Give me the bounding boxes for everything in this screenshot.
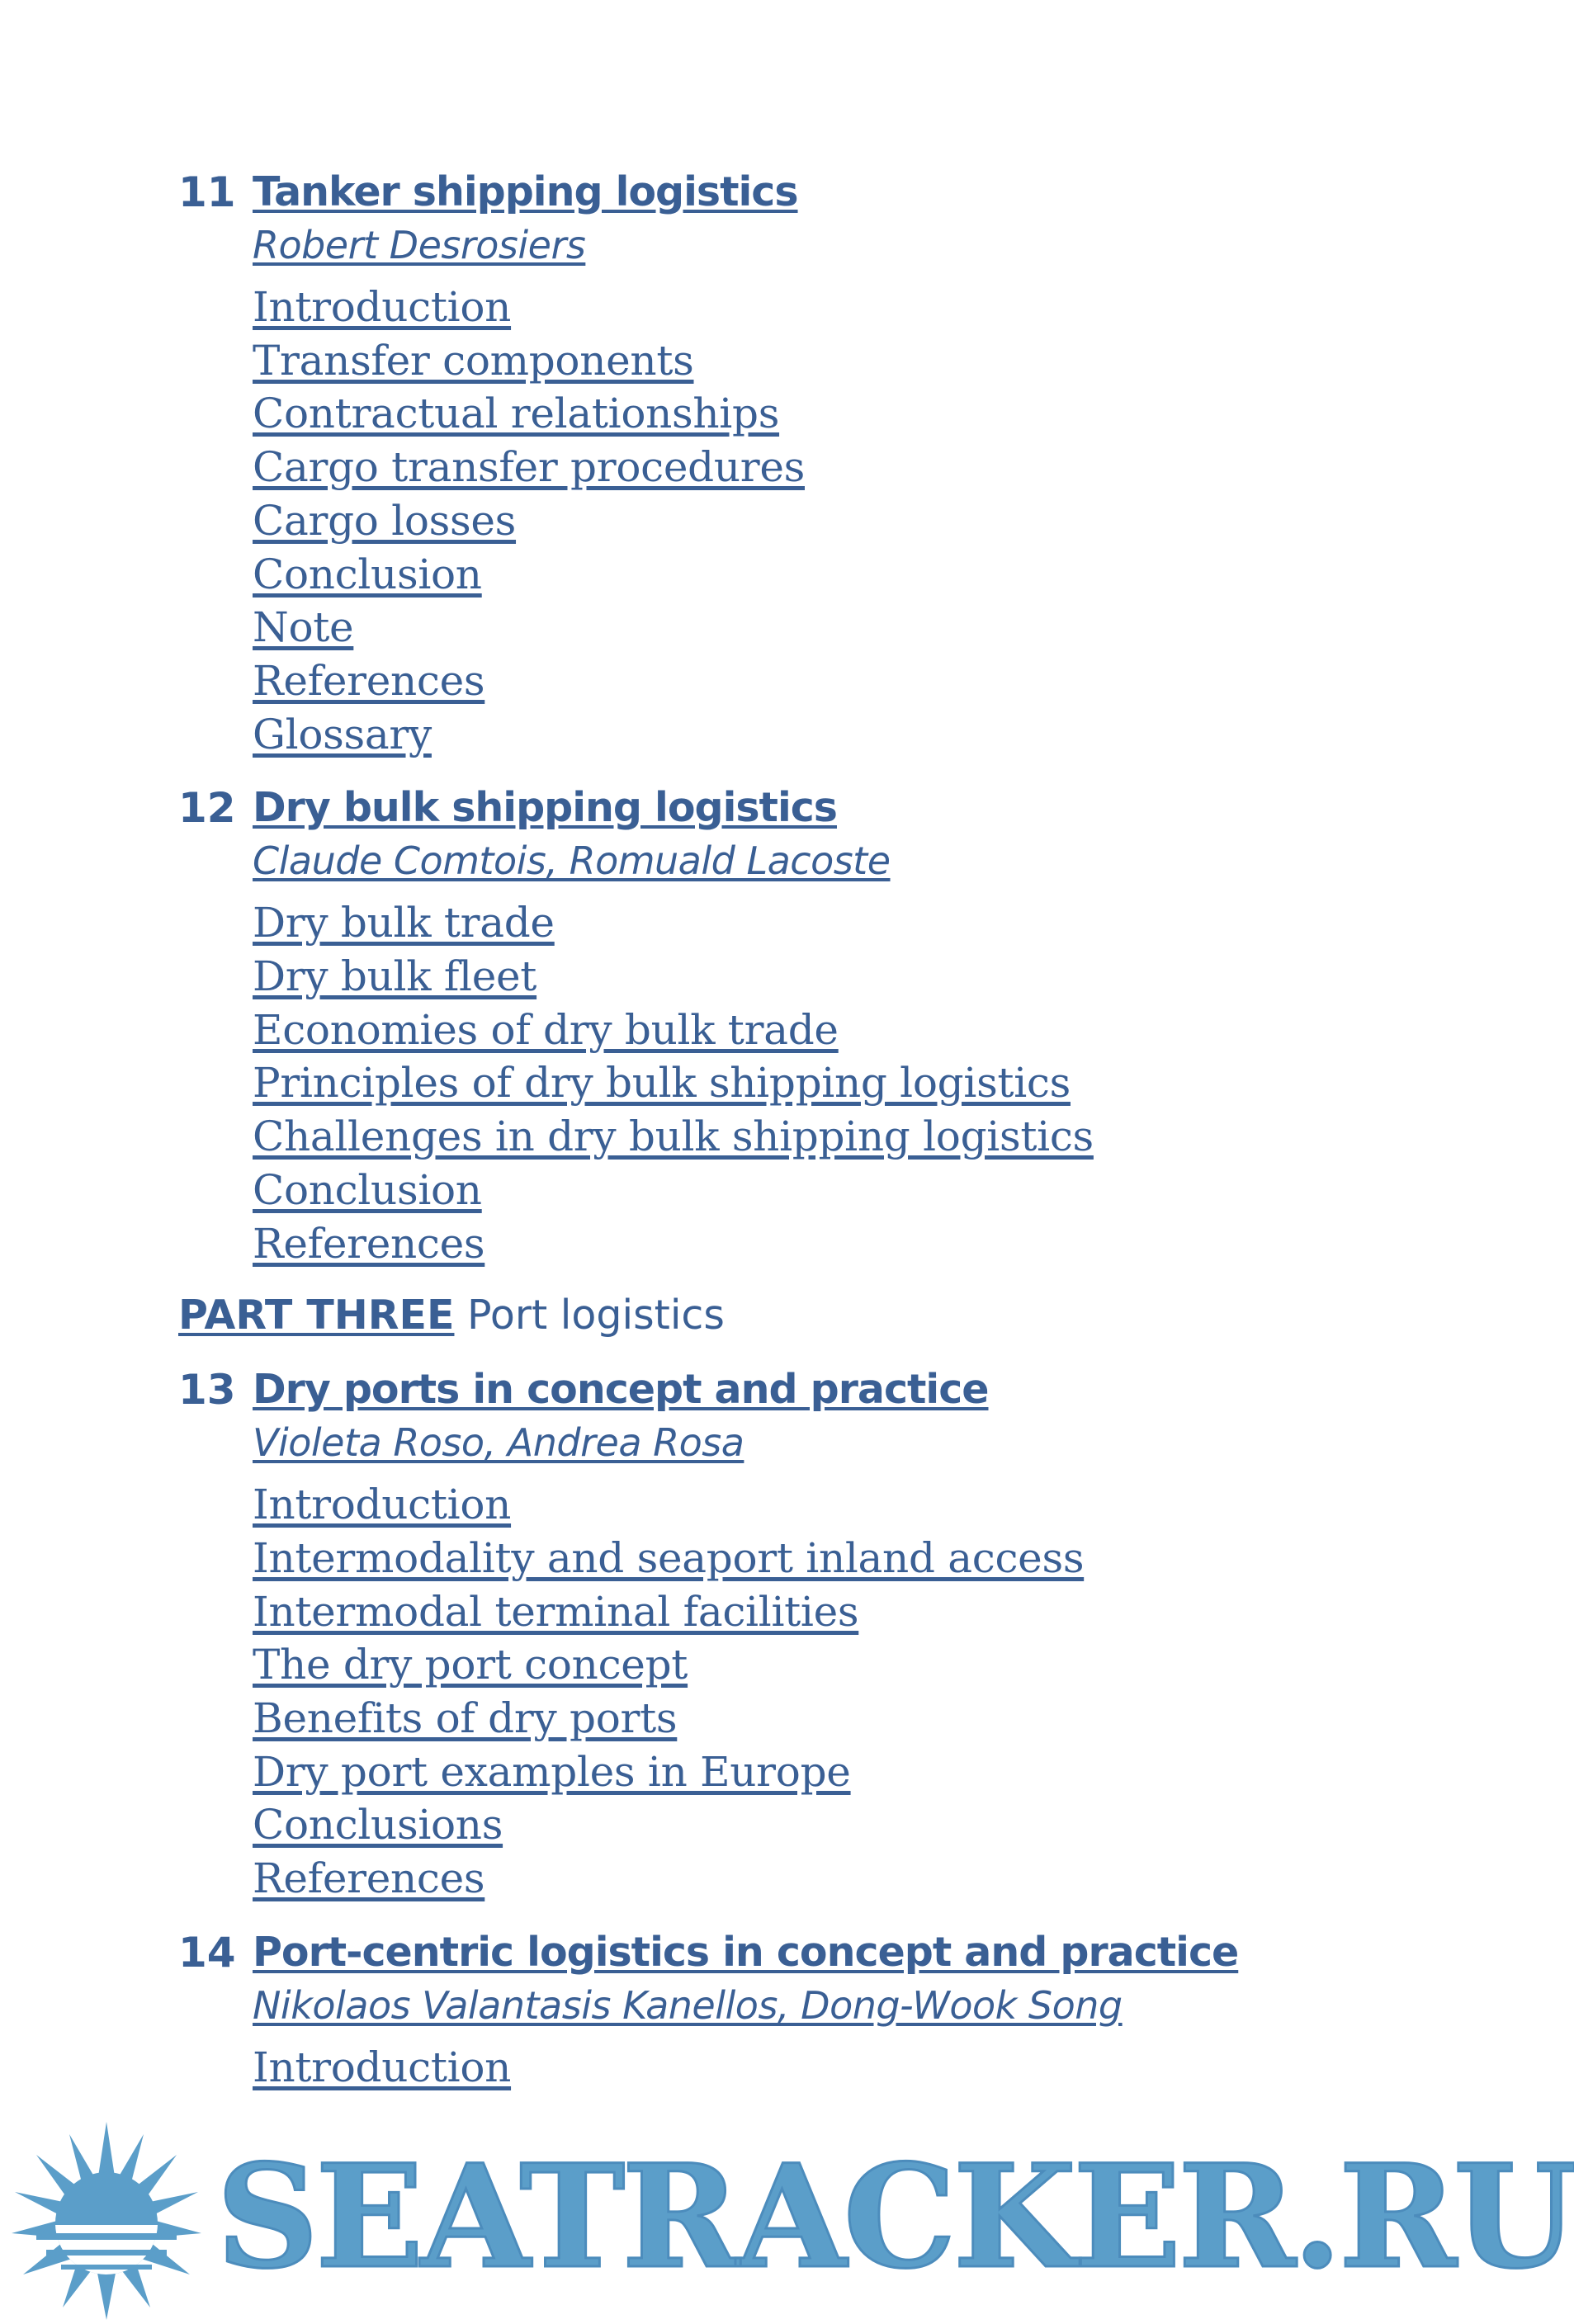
chapter-number: 13 (178, 1366, 236, 1415)
chapter-title-link[interactable]: Dry bulk shipping logistics (253, 784, 837, 832)
section-link[interactable]: References (253, 656, 485, 705)
section-link[interactable]: Benefits of dry ports (253, 1694, 678, 1743)
section-link[interactable]: Challenges in dry bulk shipping logistics (253, 1112, 1094, 1161)
section-link[interactable]: Introduction (253, 283, 512, 331)
chapter-14 (178, 1925, 1367, 2095)
section-link[interactable]: Note (253, 603, 354, 652)
section-link[interactable]: References (253, 1854, 485, 1903)
chapter-11 (178, 165, 1367, 761)
section-list (253, 281, 1367, 761)
chapter-title-link[interactable]: Dry ports in concept and practice (253, 1366, 989, 1414)
section-link[interactable]: Glossary (253, 710, 432, 758)
part-heading (178, 1288, 1367, 1343)
section-link[interactable]: Intermodal terminal facilities (253, 1587, 859, 1636)
section-link[interactable]: Dry bulk trade (253, 899, 555, 947)
watermark (0, 2096, 1574, 2311)
chapter-title-link[interactable]: Port-centric logistics in concept and practice (253, 1928, 1239, 1976)
table-of-contents (178, 165, 1367, 2095)
section-link[interactable]: Cargo losses (253, 496, 517, 545)
section-list (253, 1478, 1367, 1906)
watermark-text: SEATRACKER.RU (216, 2133, 1574, 2300)
chapter-authors-link[interactable]: Nikolaos Valantasis Kanellos, Dong-Wook Song (253, 1982, 1123, 2028)
section-link[interactable]: Cargo transfer procedures (253, 443, 805, 492)
section-link[interactable]: Introduction (253, 2043, 512, 2091)
chapter-authors-link[interactable]: Claude Comtois, Romuald Lacoste (253, 838, 891, 884)
section-link[interactable]: Principles of dry bulk shipping logistics (253, 1059, 1071, 1108)
section-list (253, 2041, 1367, 2095)
section-link[interactable]: Economies of dry bulk trade (253, 1005, 839, 1054)
section-link[interactable]: The dry port concept (253, 1641, 688, 1689)
section-link[interactable]: Conclusion (253, 1165, 482, 1214)
chapter-authors-link[interactable]: Robert Desrosiers (253, 223, 586, 267)
chapter-12 (178, 781, 1367, 1270)
section-list (253, 896, 1367, 1270)
section-link[interactable]: Dry bulk fleet (253, 952, 537, 1001)
sun-logo-icon (3, 2118, 210, 2324)
chapter-number: 14 (178, 1928, 236, 1977)
part-name: Port logistics (467, 1292, 725, 1339)
section-link[interactable]: Introduction (253, 1481, 512, 1529)
chapter-number: 12 (178, 784, 236, 833)
section-link[interactable]: Contractual relationships (253, 390, 780, 438)
chapter-authors-link[interactable]: Violeta Roso, Andrea Rosa (253, 1420, 744, 1466)
section-link[interactable]: Intermodality and seaport inland access (253, 1533, 1085, 1582)
chapter-number: 11 (178, 168, 236, 216)
chapter-13 (178, 1363, 1367, 1906)
section-link[interactable]: Transfer components (253, 336, 694, 385)
part-label-link[interactable]: PART THREE (178, 1292, 455, 1339)
section-link[interactable]: Conclusions (253, 1801, 503, 1849)
section-link[interactable]: References (253, 1219, 485, 1268)
section-link[interactable]: Dry port examples in Europe (253, 1747, 851, 1796)
chapter-title-link[interactable]: Tanker shipping logistics (253, 168, 798, 215)
section-link[interactable]: Conclusion (253, 550, 482, 598)
